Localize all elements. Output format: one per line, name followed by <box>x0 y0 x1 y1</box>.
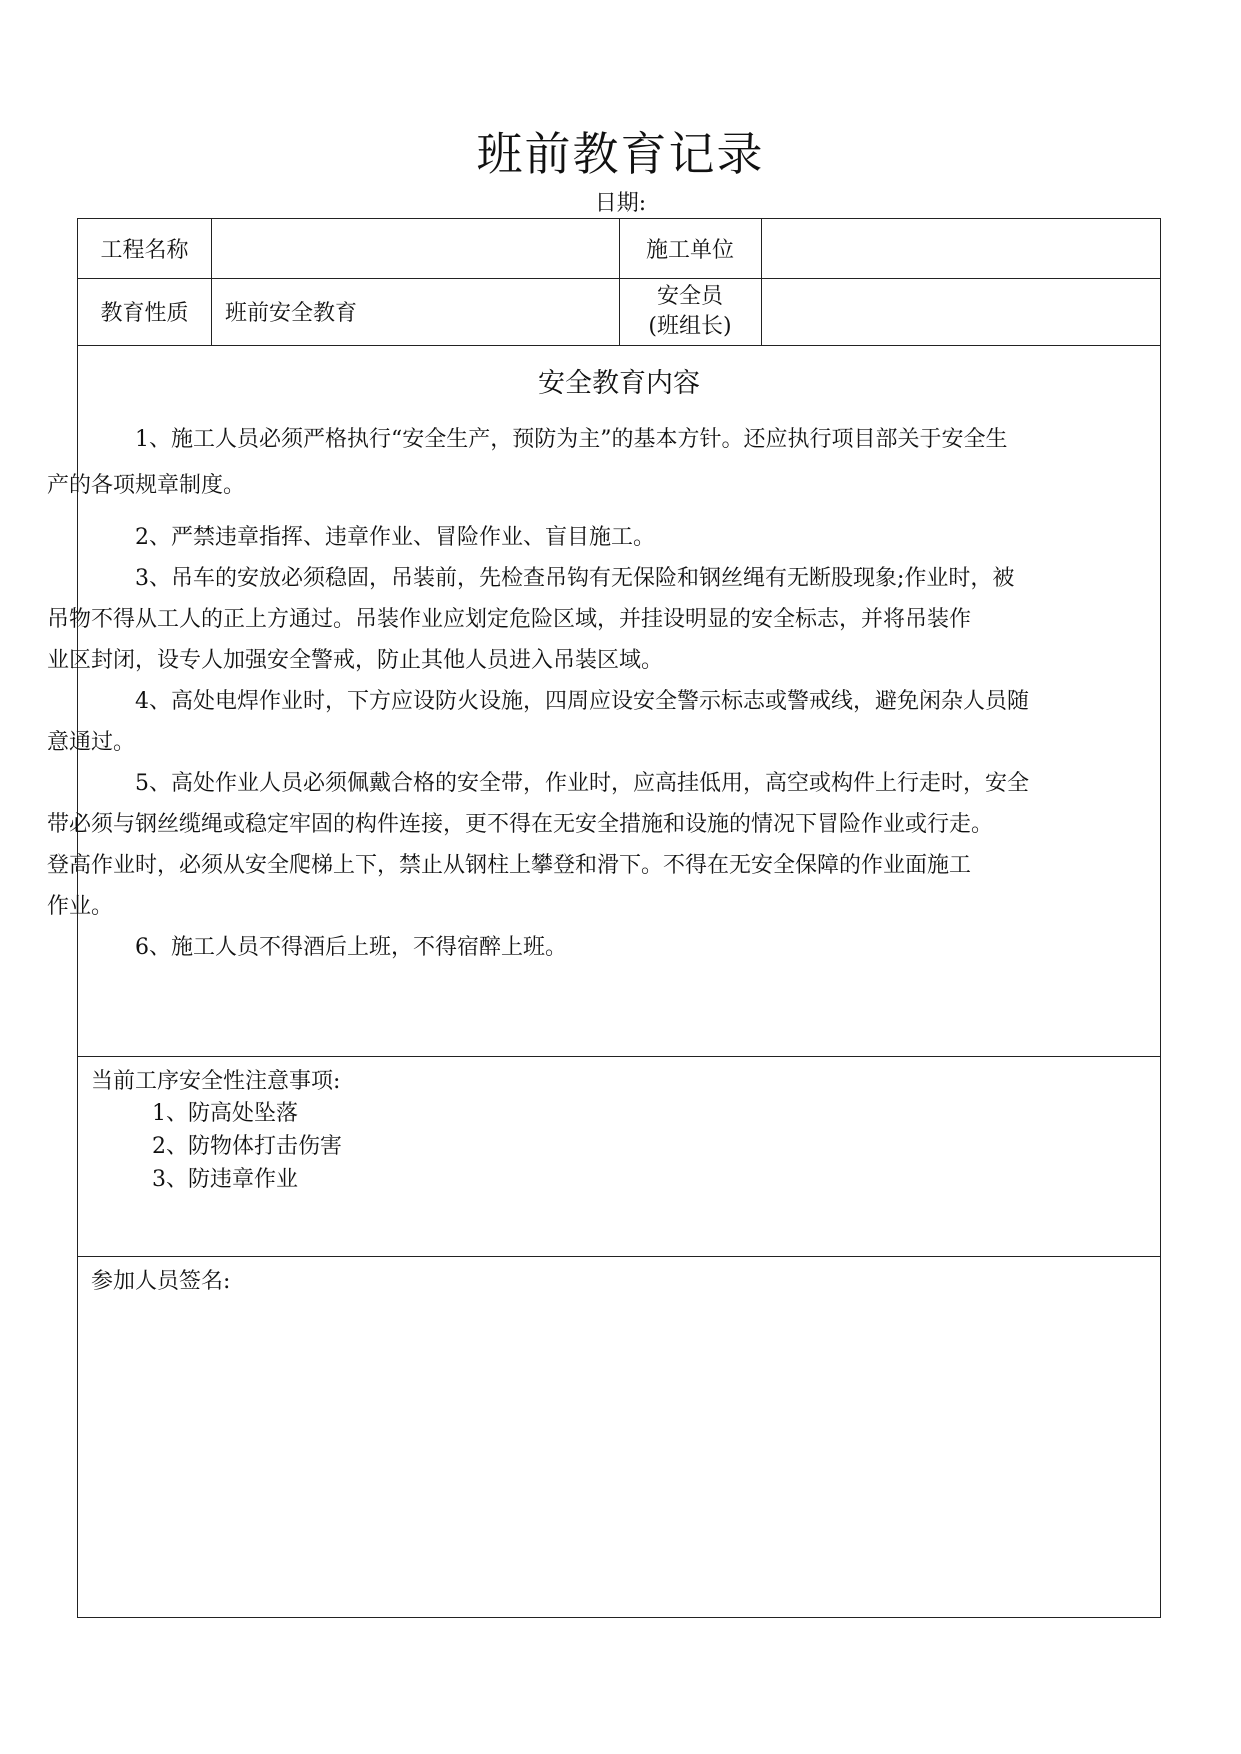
safety-officer-label <box>619 278 761 345</box>
paragraph-line: 2、严禁违章指挥、违章作业、冒险作业、盲目施工。 <box>135 525 655 550</box>
row-divider <box>78 345 1160 346</box>
content-paragraph-1 <box>47 417 1149 509</box>
document-title: 班前教育记录 <box>476 127 765 181</box>
safety-officer-field[interactable] <box>771 278 1151 345</box>
paragraph-line: 3、吊车的安放必须稳固，吊装前，先检查吊钩有无保险和钢丝绳有无断股现象;作业时，被 <box>135 566 1015 591</box>
paragraph-line: 吊物不得从工人的正上方通过。吊装作业应划定危险区域，并挂设明显的安全标志，并将吊装作 <box>47 607 972 632</box>
education-type-value: 班前安全教育 <box>225 301 358 326</box>
safety-officer-label-line2: (班组长) <box>648 313 732 339</box>
notes-label: 当前工序安全性注意事项: <box>91 1069 341 1094</box>
signatures-label: 参加人员签名: <box>91 1269 231 1294</box>
paragraph-line: 6、施工人员不得酒后上班，不得宿醉上班。 <box>135 935 567 960</box>
paragraph-line: 作业。 <box>47 894 114 919</box>
education-record-form <box>47 218 1161 1618</box>
content-paragraph-5 <box>47 763 1149 927</box>
paragraph-line: 5、高处作业人员必须佩戴合格的安全带，作业时，应高挂低用，高空或构件上行走时，安全 <box>135 771 1030 796</box>
note-item: 3、防违章作业 <box>152 1167 298 1192</box>
paragraph-line: 4、高处电焊作业时，下方应设防火设施，四周应设安全警示标志或警戒线，避免闲杂人员随 <box>135 689 1030 714</box>
paragraph-line: 业区封闭，设专人加强安全警戒，防止其他人员进入吊装区域。 <box>47 648 664 673</box>
paragraph-line: 登高作业时，必须从安全爬梯上下，禁止从钢柱上攀登和滑下。不得在无安全保障的作业面施工 <box>47 853 972 878</box>
note-item: 1、防高处坠落 <box>152 1101 298 1126</box>
content-paragraph-6 <box>91 927 1149 968</box>
paragraph-line: 1、施工人员必须严格执行“安全生产，预防为主”的基本方针。还应执行项目部关于安全生 <box>135 427 1008 452</box>
safety-officer-label-line1: 安全员 <box>656 283 723 309</box>
content-paragraph-2 <box>91 517 1149 558</box>
project-name-label: 工程名称 <box>100 238 189 263</box>
content-paragraph-3 <box>47 558 1149 681</box>
column-divider <box>211 219 212 345</box>
column-divider <box>761 219 762 345</box>
construction-unit-label: 施工单位 <box>645 238 734 263</box>
project-name-field[interactable] <box>221 219 611 278</box>
row-divider <box>78 1256 1160 1257</box>
construction-unit-field[interactable] <box>771 219 1151 278</box>
education-type-label: 教育性质 <box>100 301 189 326</box>
paragraph-line: 意通过。 <box>47 730 136 755</box>
signature-area[interactable] <box>78 1299 1159 1615</box>
note-item: 2、防物体打击伤害 <box>152 1134 342 1159</box>
paragraph-line: 带必须与钢丝缆绳或稳定牢固的构件连接，更不得在无安全措施和设施的情况下冒险作业或行走。 <box>47 812 994 837</box>
paragraph-line: 产的各项规章制度。 <box>47 473 246 498</box>
row-divider <box>78 1056 1160 1057</box>
date-label: 日期: <box>594 191 647 216</box>
content-paragraph-4 <box>47 681 1149 763</box>
content-heading: 安全教育内容 <box>538 368 700 399</box>
